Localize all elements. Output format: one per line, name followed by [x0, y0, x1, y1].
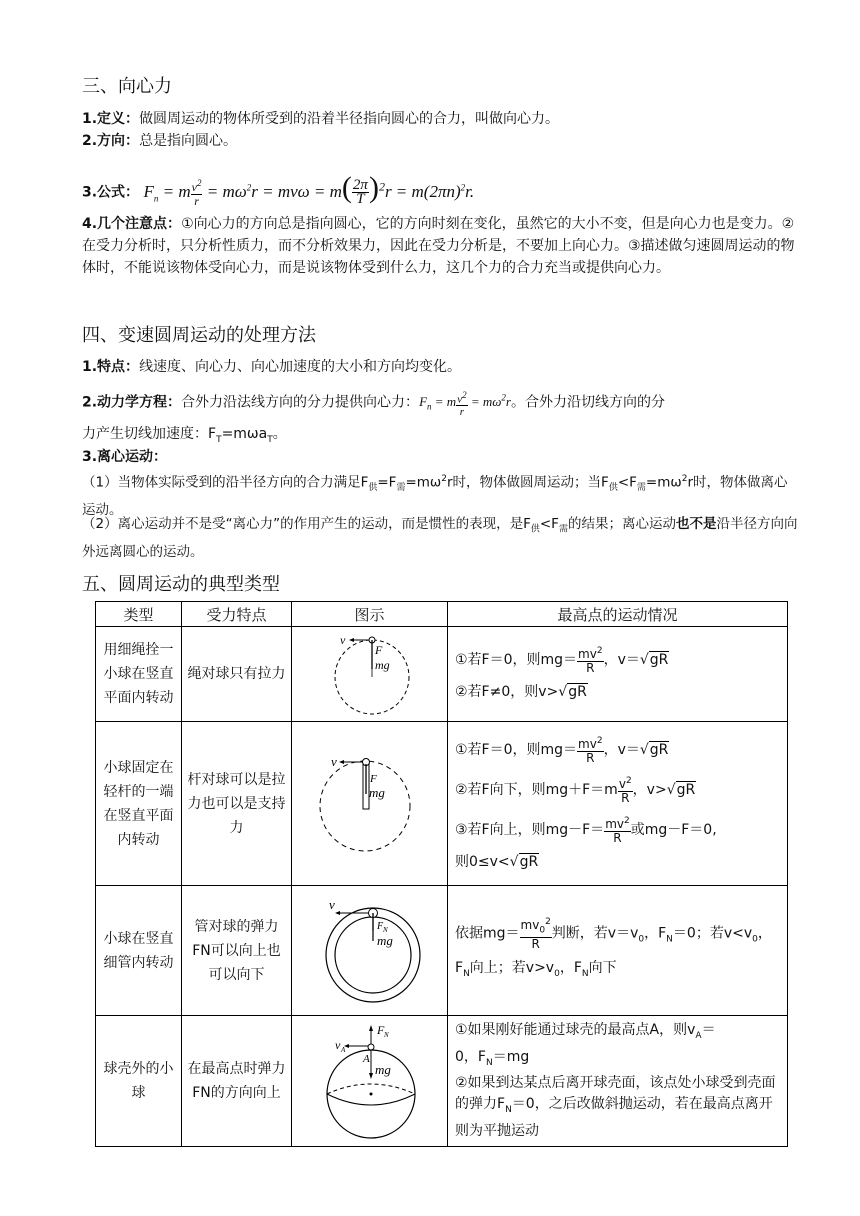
svg-text:N: N — [382, 925, 388, 934]
dynamics-text-1: 合外力沿法线方向的分力提供向心力： — [181, 394, 420, 411]
row4-l2-text: 0，F — [455, 1048, 486, 1065]
row3-l1-text: 依据mg＝ — [455, 925, 520, 942]
row2-l2-text: ②若F向下，则mg＋F＝m — [455, 781, 618, 798]
row3-l1d-text: ＝0；若v<v — [672, 925, 753, 942]
row1-l2-text: ②若F≠0，则v> — [455, 684, 559, 700]
row1-l1-text: ①若F＝0，则mg＝ — [455, 652, 578, 668]
table-row — [96, 1016, 788, 1147]
dynamics-text-2: 。合外力沿切线方向的分 — [510, 394, 665, 411]
row3-line1: 依据mg＝ $\frac{mv_0^2}{R}$ 判断，若$v=v_0$，$F_N=0$；若$v<v_0$， — [455, 916, 772, 952]
row2-l1b-text: ，v＝ — [603, 741, 640, 758]
dynamics-formula: $F_n = m$ $\frac{v^2}{r}$ = $m\omega^2r$ — [419, 389, 511, 419]
cent-p1-f: =mω — [645, 474, 682, 491]
row2-line2: ②若F向下，则mg＋F＝m $\frac{v^2}{R}$ ，v>√gR — [455, 775, 696, 805]
tangent-text-2: =mωa — [221, 426, 268, 442]
direction-label: 2.方向： — [82, 133, 140, 149]
row4-type: 球壳外的小球 — [96, 1016, 182, 1147]
header-diagram: 图示 — [292, 602, 448, 627]
row4-force: 在最高点时弹力FN的方向向上 — [182, 1016, 292, 1147]
row3-diagram — [292, 886, 448, 1016]
svg-text:mg: mg — [368, 784, 385, 800]
row3-force: 管对球的弹力FN可以向上也可以向下 — [182, 886, 292, 1016]
feature-line — [82, 356, 798, 378]
section-5-title: 五、圆周运动的典型类型 — [82, 574, 280, 595]
cent-p2-b: <F — [539, 516, 559, 532]
row4-l3-text: ②如果到达某点后离开球壳面，该点处小球受到壳面的弹力F — [455, 1075, 776, 1113]
row2-diagram — [292, 722, 448, 886]
row2-line1: ①若F＝0，则mg＝ $\frac{mv^2}{R}$ ，v＝√gR — [455, 735, 669, 765]
formula-line — [82, 168, 798, 216]
definition-text: 做圆周运动的物体所受到的沿着半径指向圆心的合力，叫做向心力。 — [139, 111, 560, 127]
svg-text:v: v — [330, 753, 337, 769]
section-4-title: 四、变速圆周运动的处理方法 — [82, 325, 316, 346]
row1-diagram — [292, 627, 448, 722]
svg-text:mg: mg — [376, 932, 393, 948]
header-type: 类型 — [96, 602, 182, 627]
cent-p2-emphasis: 也不是 — [675, 516, 717, 532]
cent-p1-a: （1）当物体实际受到的沿半径方向的合力满足F — [82, 474, 369, 491]
row3-type: 小球在竖直细管内转动 — [96, 886, 182, 1016]
row2-line3: ③若F向上，则mg－F＝ $\frac{mv^2}{R}$ 或mg－F＝0, — [455, 815, 717, 845]
svg-text:F: F — [376, 1023, 384, 1037]
svg-text:A: A — [362, 1053, 370, 1065]
svg-text:F: F — [376, 920, 383, 932]
row4-l1b-text: ＝ — [701, 1021, 716, 1038]
svg-text:N: N — [383, 1031, 389, 1039]
row4-line1: ①如果刚好能通过球壳的最高点A，则$v_A=$ — [455, 1021, 716, 1041]
shell-sphere-diagram — [295, 1016, 445, 1142]
row4-diagram — [292, 1016, 448, 1147]
row3-l1b-text: 判断，若v＝v — [551, 925, 639, 942]
row2-line4: 则0≤v<√gR — [455, 853, 539, 870]
row4-l1-text: ①如果刚好能通过球壳的最高点A，则v — [455, 1021, 696, 1038]
notes-paragraph — [82, 213, 798, 279]
cent-p1-b: =F — [377, 474, 397, 491]
row1-type: 用细绳拴一小球在竖直平面内转动 — [96, 627, 182, 722]
row1-l1b-text: ，v＝ — [603, 652, 640, 668]
svg-text:v: v — [328, 896, 335, 912]
row4-l2b-text: ＝mg — [492, 1048, 530, 1065]
row4-motion — [448, 1016, 788, 1147]
row3-l2-text: F — [455, 960, 464, 977]
row3-l1e-text: ， — [757, 925, 772, 942]
dynamics-label: 2.动力学方程： — [82, 394, 182, 411]
row3-l1c-text: ，F — [644, 925, 667, 942]
row1-force: 绳对球只有拉力 — [182, 627, 292, 722]
table-row — [96, 627, 788, 722]
header-force: 受力特点 — [182, 602, 292, 627]
definition-line — [82, 108, 798, 130]
tube-circle-diagram — [295, 889, 445, 1009]
row2-l2b-text: ，v> — [632, 781, 667, 798]
table-header-row — [96, 602, 788, 627]
header-motion: 最高点的运动情况 — [448, 602, 788, 627]
table-row — [96, 886, 788, 1016]
row1-line2: ②若F≠0，则v>√gR — [455, 684, 587, 700]
table-row — [96, 722, 788, 886]
row4-line2: 0，$F_N=mg$ — [455, 1048, 530, 1068]
row3-line2: $F_N$向上；若$v>v_0$，$F_N$向下 — [455, 960, 617, 980]
tangent-text-3: 。 — [272, 426, 287, 442]
row2-type: 小球固定在轻杆的一端在竖直平面内转动 — [96, 722, 182, 886]
centrifugal-paragraph-2: （2）离心运动并不是受“离心力”的作用产生的运动，而是惯性的表现，是$F_供<F_需$的结果；离心运动也不是沿半径方向向外远离圆心的运动。 — [82, 516, 798, 560]
notes-text: ①向心力的方向总是指向圆心，它的方向时刻在变化，虽然它的大小不变，但是向心力也是变力。②在受力分析时，只分析性质力，而不分析效果力，因此在受力分析是，不要加上向心力。③描述做匀速圆周运动的物体时，不能说该物体受向心力，而是说该物体受到什么力，这几个力的合力充当或提供向心力。 — [82, 216, 795, 276]
formula-label: 3.公式： — [82, 184, 140, 201]
section-3-title: 三、向心力 — [82, 76, 172, 97]
rod-circle-diagram — [295, 742, 445, 862]
row1-line1: ①若F＝0，则mg＝ $\frac{mv^2}{R}$ ，v＝√gR — [455, 646, 669, 675]
row2-l4-text: 则0≤v< — [455, 853, 510, 870]
svg-text:A: A — [340, 1046, 345, 1054]
centripetal-formula: $F_n = m$ $\frac{v^2}{r}$ = $m\omega^2r = mv\omega = m$( $\frac{2\pi}{T}$ )$^2r = m(2\pi n)^2r$. — [143, 170, 475, 209]
cent-p2-a: （2）离心运动并不是受“离心力”的作用产生的运动，而是惯性的表现，是F — [82, 516, 531, 532]
centrifugal-paragraph-1: （1）当物体实际受到的沿半径方向的合力满足$F_供=F_需=m\omega^2r$时，物体做圆周运动；当$F_供<F_需=m\omega^2r$时，物体做离心运动。 — [82, 474, 788, 519]
row3-l2b-text: 向上；若v>v — [469, 960, 555, 977]
feature-label: 1.特点： — [82, 359, 140, 375]
notes-label: 4.几个注意点： — [82, 216, 182, 232]
definition-label: 1.定义： — [82, 111, 140, 127]
tangent-text-1: 力产生切线加速度：F — [82, 426, 217, 442]
svg-text:v: v — [339, 633, 345, 647]
row4-line3: ②如果到达某点后离开球壳面，该点处小球受到壳面的弹力$F_N=0$，之后改做斜抛运动，若在最高点离开则为平抛运动 — [455, 1075, 776, 1140]
svg-text:v: v — [334, 1038, 340, 1052]
cent-p1-e: <F — [617, 474, 637, 491]
cent-p1-d: r时，物体做圆周运动；当F — [446, 474, 609, 491]
row2-l3-text: ③若F向上，则mg－F＝ — [455, 821, 605, 838]
dynamics-line — [82, 383, 798, 422]
row3-motion — [448, 886, 788, 1016]
svg-text:F: F — [369, 772, 377, 785]
row2-force: 杆对球可以是拉力也可以是支持力 — [182, 722, 292, 886]
row4-l3b-text: ＝0，之后改做斜抛运动，若在最高点离开则为平抛运动 — [455, 1096, 773, 1140]
motion-types-table — [95, 601, 788, 1147]
row3-l2c-text: ，F — [559, 960, 582, 977]
tangent-line: 力产生切线加速度：$F_T=m\omega a_T$。 — [82, 426, 287, 445]
row1-motion — [448, 627, 788, 722]
cent-p2-c: 的结果；离心运动 — [567, 516, 676, 532]
svg-text:F: F — [374, 643, 382, 657]
cent-p1-c: =mω — [405, 474, 442, 491]
centrifugal-label-line — [82, 446, 798, 468]
svg-text:mg: mg — [374, 658, 390, 672]
direction-text: 总是指向圆心。 — [139, 133, 238, 149]
svg-text:mg: mg — [374, 1062, 391, 1077]
row2-l3b-text: 或mg－F＝0, — [630, 821, 717, 838]
string-circle-diagram — [295, 627, 445, 717]
cent-p2-e: 沿半径方向向外远离圆心的运动。 — [82, 516, 798, 560]
row2-motion — [448, 722, 788, 886]
direction-line — [82, 130, 798, 152]
centrifugal-label: 3.离心运动： — [82, 449, 168, 465]
cent-p1-g: r时，物体做离心运动。 — [82, 474, 788, 519]
row3-l2d-text: 向下 — [588, 960, 617, 977]
row2-l1-text: ①若F＝0，则mg＝ — [455, 741, 578, 758]
feature-text: 线速度、向心力、向心加速度的大小和方向均变化。 — [139, 359, 462, 375]
